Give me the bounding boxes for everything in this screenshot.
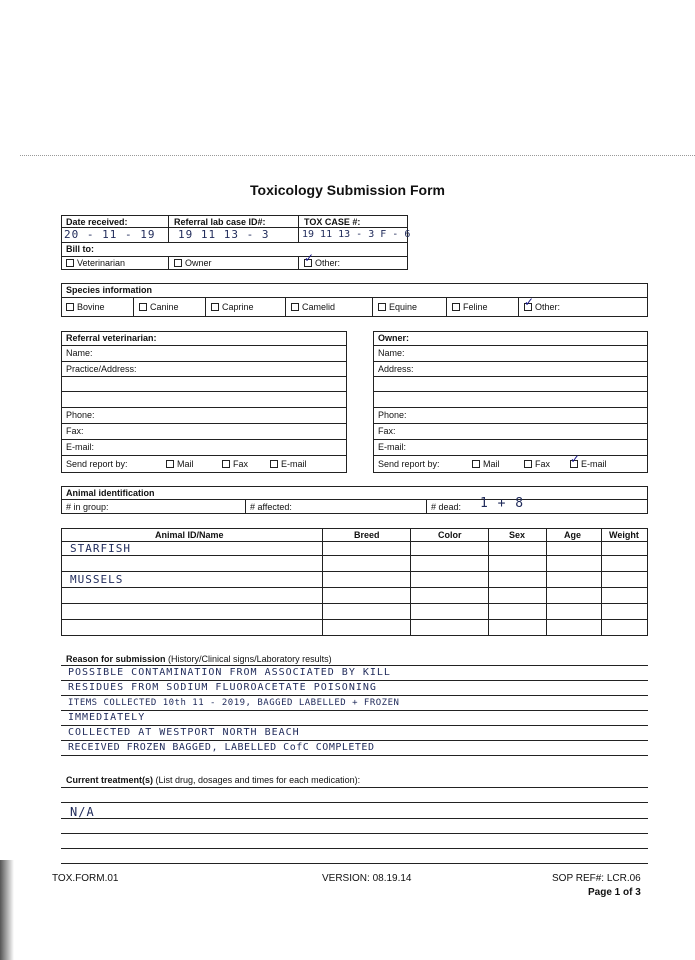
checkbox-icon — [452, 303, 460, 311]
in-group-label: # in group: — [66, 502, 109, 512]
vet-send-label: Send report by: — [66, 459, 128, 469]
tox-case-label: TOX CASE #: — [304, 217, 361, 227]
species-other[interactable]: ✓ Other: — [524, 302, 560, 313]
vet-address-label: Practice/Address: — [66, 364, 137, 374]
vet-phone-label: Phone: — [66, 410, 95, 420]
dead-value[interactable]: 1 + 8 — [480, 496, 525, 511]
form-id: TOX.FORM.01 — [52, 873, 119, 884]
species-caprine[interactable]: Caprine — [211, 302, 254, 313]
bill-to-label: Bill to: — [66, 244, 94, 254]
owner-send-email[interactable]: ✓ E-mail — [570, 459, 607, 470]
owner-fax-label: Fax: — [378, 426, 396, 436]
owner-send-fax[interactable]: Fax — [524, 459, 550, 470]
col-breed: Breed — [354, 530, 380, 540]
date-received-value[interactable]: 20 - 11 - 19 — [64, 228, 156, 241]
species-canine[interactable]: Canine — [139, 302, 179, 313]
table-row[interactable]: MUSSELS — [70, 573, 124, 586]
col-sex: Sex — [509, 530, 526, 540]
owner-send-mail[interactable]: Mail — [472, 459, 500, 470]
checkbox-icon — [211, 303, 219, 311]
checked-checkbox-icon — [304, 259, 312, 267]
animal-id-label: Animal identification — [66, 488, 155, 498]
checkbox-icon — [174, 259, 182, 267]
scan-shadow — [0, 860, 14, 960]
owner-address-label: Address: — [378, 364, 414, 374]
reason-line[interactable]: COLLECTED AT WESTPORT NORTH BEACH — [68, 727, 300, 738]
referral-lab-value[interactable]: 19 11 13 - 3 — [178, 228, 270, 241]
table-row[interactable]: STARFISH — [70, 542, 131, 555]
treatment-value[interactable]: N/A — [70, 805, 95, 819]
checkbox-icon — [222, 460, 230, 468]
date-received-label: Date received: — [66, 217, 128, 227]
vet-email-label: E-mail: — [66, 442, 95, 452]
bill-to-owner[interactable]: Owner — [174, 258, 212, 269]
reason-line[interactable]: IMMEDIATELY — [68, 712, 146, 723]
version: VERSION: 08.19.14 — [322, 873, 412, 884]
col-weight: Weight — [609, 530, 639, 540]
page-number: Page 1 of 3 — [588, 887, 641, 898]
checkbox-icon — [166, 460, 174, 468]
owner-label: Owner: — [378, 333, 410, 343]
referral-vet-box — [61, 331, 347, 473]
reason-label: Reason for submission (History/Clinical signs/Laboratory results) — [66, 654, 332, 664]
species-equine[interactable]: Equine — [378, 302, 417, 313]
referral-vet-label: Referral veterinarian: — [66, 333, 157, 343]
referral-lab-label: Referral lab case ID#: — [174, 217, 266, 227]
owner-box — [373, 331, 648, 473]
checked-checkbox-icon — [570, 460, 578, 468]
owner-phone-label: Phone: — [378, 410, 407, 420]
col-color: Color — [438, 530, 462, 540]
affected-label: # affected: — [250, 502, 292, 512]
sop-ref: SOP REF#: LCR.06 — [552, 873, 641, 884]
vet-send-email[interactable]: E-mail — [270, 459, 307, 470]
owner-name-label: Name: — [378, 348, 405, 358]
species-bovine[interactable]: Bovine — [66, 302, 105, 313]
checkbox-icon — [291, 303, 299, 311]
vet-send-mail[interactable]: Mail — [166, 459, 194, 470]
bill-to-veterinarian[interactable]: Veterinarian — [66, 258, 125, 269]
checked-checkbox-icon — [524, 303, 532, 311]
checkbox-icon — [139, 303, 147, 311]
vet-name-label: Name: — [66, 348, 93, 358]
reason-line[interactable]: POSSIBLE CONTAMINATION FROM ASSOCIATED BY KILL — [68, 667, 391, 678]
checkbox-icon — [524, 460, 532, 468]
checkbox-icon — [66, 259, 74, 267]
checkbox-icon — [378, 303, 386, 311]
page-title: Toxicology Submission Form — [250, 182, 445, 198]
treatment-label: Current treatment(s) (List drug, dosages and times for each medication): — [66, 775, 361, 785]
vet-fax-label: Fax: — [66, 426, 84, 436]
tox-case-value[interactable]: 19 11 13 - 3 F - 6 — [302, 229, 411, 240]
col-animal-id: Animal ID/Name — [155, 530, 224, 540]
checkbox-icon — [472, 460, 480, 468]
checkbox-icon — [66, 303, 74, 311]
vet-send-fax[interactable]: Fax — [222, 459, 248, 470]
reason-line[interactable]: RESIDUES FROM SODIUM FLUOROACETATE POISONING — [68, 682, 377, 693]
owner-send-label: Send report by: — [378, 459, 440, 469]
species-feline[interactable]: Feline — [452, 302, 488, 313]
col-age: Age — [564, 530, 582, 540]
owner-email-label: E-mail: — [378, 442, 407, 452]
scan-rule — [20, 155, 695, 156]
species-label: Species information — [66, 285, 153, 295]
reason-line[interactable]: ITEMS COLLECTED 10th 11 - 2019, BAGGED LABELLED + FROZEN — [68, 698, 400, 708]
reason-line[interactable]: RECEIVED FROZEN BAGGED, LABELLED CofC COMPLETED — [68, 742, 375, 753]
dead-label: # dead: — [431, 502, 462, 512]
checkbox-icon — [270, 460, 278, 468]
bill-to-other[interactable]: ✓ Other: — [304, 258, 340, 269]
species-camelid[interactable]: Camelid — [291, 302, 335, 313]
